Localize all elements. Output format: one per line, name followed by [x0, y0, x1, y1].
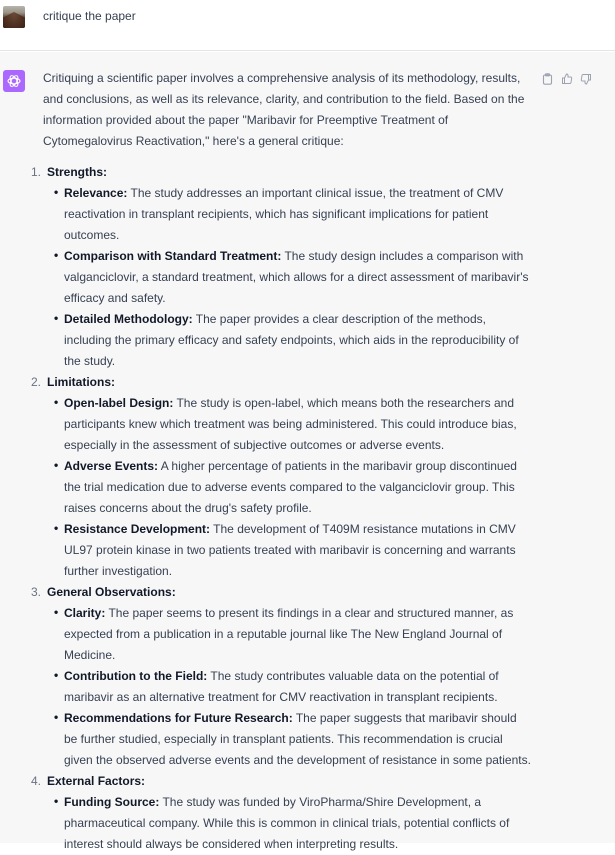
section-heading — [31, 771, 533, 792]
section-heading — [31, 162, 533, 183]
thumbs-up-icon[interactable] — [560, 72, 573, 85]
section-points — [43, 603, 533, 771]
point-item — [54, 456, 533, 519]
point-title: Comparison with Standard Treatment: — [64, 249, 282, 263]
point-title: Relevance: — [64, 186, 128, 200]
bullet-icon: • — [54, 248, 59, 262]
point-title: Recommendations for Future Research: — [64, 711, 293, 725]
bullet-icon: • — [54, 521, 59, 535]
section-title: General Observations: — [47, 585, 176, 599]
section-number: 3. — [31, 585, 42, 599]
point-title: Contribution to the Field: — [64, 669, 208, 683]
section-item — [31, 372, 533, 582]
point-title: Adverse Events: — [64, 459, 159, 473]
openai-logo-icon — [3, 70, 25, 92]
section-title: External Factors: — [47, 774, 146, 788]
bullet-icon: • — [54, 395, 59, 409]
point-text: The study contributes valuable data on the potential of maribavir as an alternative treatment for CMV reactivation in transplant recipients. — [64, 669, 499, 704]
thumbs-down-icon[interactable] — [579, 72, 592, 85]
bullet-icon: • — [54, 605, 59, 619]
section-title: Limitations: — [47, 375, 115, 389]
section-points — [43, 393, 533, 582]
point-item — [54, 708, 533, 771]
section-item — [31, 162, 533, 372]
point-text: The study design includes a comparison with valganciclovir, a standard treatment, which allows for a direct assessment of maribavir's efficacy and safety. — [64, 249, 529, 305]
point-item — [54, 309, 533, 372]
user-message — [0, 0, 615, 51]
section-item — [31, 582, 533, 771]
section-number: 2. — [31, 375, 42, 389]
point-text: The paper provides a clear description of the methods, including the primary efficacy and safety endpoints, which aids in the reproducibility of the study. — [64, 312, 519, 368]
section-points — [43, 792, 533, 855]
point-text: The study is open-label, which means both the researchers and participants knew which treatment was being administered. This could introduce bias, especially in the assessment of subjective outcomes or adverse events. — [64, 396, 517, 452]
point-text: The study addresses an important clinical issue, the treatment of CMV reactivation in transplant recipients, which has significant implications for patient outcomes. — [64, 186, 504, 242]
assistant-response — [31, 68, 533, 855]
section-heading — [31, 372, 533, 393]
point-title: Resistance Development: — [64, 522, 211, 536]
point-item — [54, 519, 533, 582]
point-text: The development of T409M resistance mutations in CMV UL97 protein kinase in two patients treated with maribavir is concerning and warrants further investigation. — [64, 522, 516, 578]
section-heading — [31, 582, 533, 603]
point-item — [54, 603, 533, 666]
section-number: 1. — [31, 165, 42, 179]
point-text: The study was funded by ViroPharma/Shire Development, a pharmaceutical company. While this is common in clinical trials, potential conflicts of interest should always be considered when interpreting results. — [64, 795, 510, 851]
user-avatar — [3, 6, 25, 28]
point-item — [54, 792, 533, 855]
bullet-icon: • — [54, 185, 59, 199]
bullet-icon: • — [54, 668, 59, 682]
section-points — [43, 183, 533, 372]
point-title: Open-label Design: — [64, 396, 174, 410]
bullet-icon: • — [54, 311, 59, 325]
point-item — [54, 666, 533, 708]
point-title: Funding Source: — [64, 795, 160, 809]
point-item — [54, 246, 533, 309]
point-text: The paper suggests that maribavir should be further studied, especially in transplant patients. This recommendation is crucial given the observed adverse events and the development of resistance in some patients. — [64, 711, 531, 767]
point-item — [54, 183, 533, 246]
point-item — [54, 393, 533, 456]
bullet-icon: • — [54, 458, 59, 472]
point-text: A higher percentage of patients in the maribavir group discontinued the trial medication due to adverse events compared to the valganciclovir group. This raises concerns about the drug's safety profile. — [64, 459, 517, 515]
copy-icon[interactable] — [541, 72, 554, 85]
point-text: The paper seems to present its findings in a clear and structured manner, as expected from a publication in a reputable journal like The New England Journal of Medicine. — [64, 606, 514, 662]
critique-sections — [31, 162, 533, 855]
message-actions — [541, 72, 592, 85]
point-title: Detailed Methodology: — [64, 312, 193, 326]
section-title: Strengths: — [47, 165, 107, 179]
bullet-icon: • — [54, 794, 59, 808]
point-title: Clarity: — [64, 606, 106, 620]
user-message-text: critique the paper — [43, 9, 136, 23]
section-number: 4. — [31, 774, 42, 788]
intro-paragraph: Critiquing a scientific paper involves a comprehensive analysis of its methodology, results, and conclusions, as well as its relevance, clarity, and contribution to the field. Based on the information provided about the paper "Maribavir for Preemptive Treatment of Cytomegalovirus Reactivation," here's a general critique: — [43, 71, 525, 148]
section-item — [31, 771, 533, 855]
bullet-icon: • — [54, 710, 59, 724]
